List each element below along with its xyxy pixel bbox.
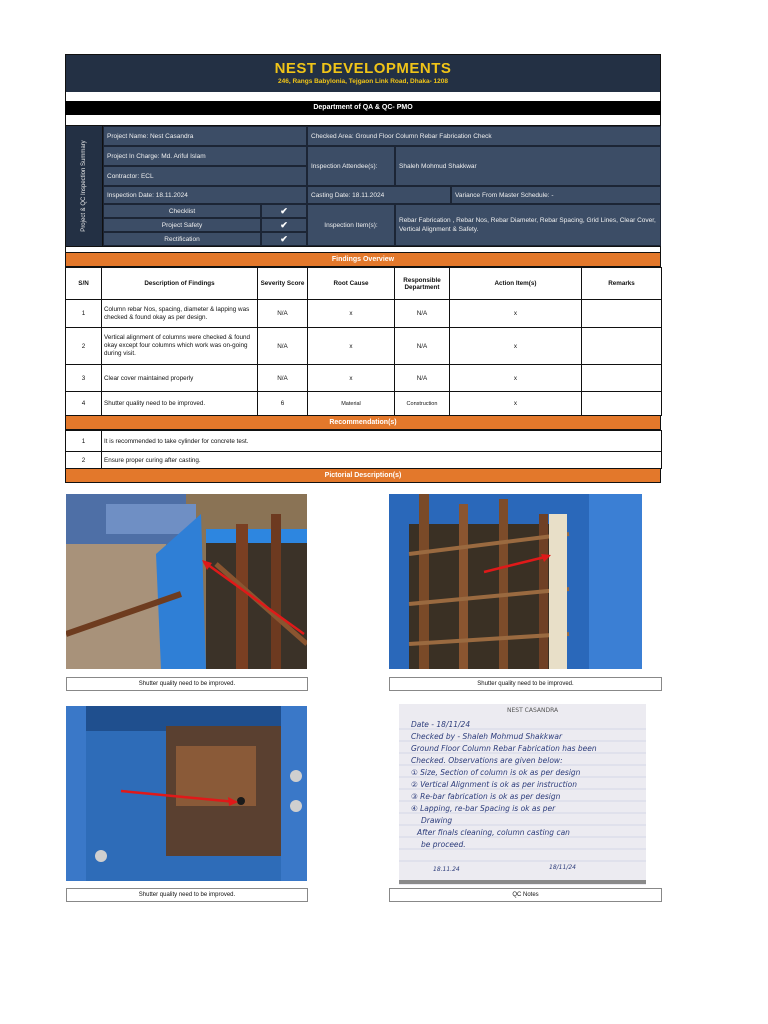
col-root-cause: Root Cause [308,268,395,300]
report-document [65,54,661,483]
project-in-charge: Project In Charge: Md. Ariful Islam [103,146,307,166]
inspection-summary [65,125,661,247]
cell-action: x [450,328,582,365]
col-department: Responsible Department [395,268,450,300]
spacer [65,92,661,101]
company-address: 246, Rangs Babylonia, Tejgaon Link Road, Dhaka- 1208 [277,78,448,85]
check-icon: ✔ [261,218,307,232]
notes-line: ③ Re-bar fabrication is ok as per design [411,792,561,801]
photo-graphic [66,706,307,881]
checked-area: Checked Area: Ground Floor Column Rebar Fabrication Check [307,126,661,146]
notes-line: After finals cleaning, column casting can [417,828,570,837]
cell-desc: Column rebar Nos, spacing, diameter & lapping was checked & found okay as per design. [102,300,258,328]
cell-action: x [450,365,582,392]
notes-line: Ground Floor Column Rebar Fabrication has been [411,744,597,753]
col-description: Description of Findings [102,268,258,300]
photo-caption: QC Notes [389,888,662,902]
cell-remarks [582,300,662,328]
findings-title: Findings Overview [65,252,661,267]
cell-dept: Construction [395,392,450,416]
site-photo-shutter-3 [66,706,307,881]
check-label-rectification: Rectification [103,232,261,246]
table-row [66,365,662,392]
rec-text: It is recommended to take cylinder for concrete test. [102,431,662,452]
recommendations-table [65,430,662,469]
cell-desc: Vertical alignment of columns were checked & found okay except four columns which work was on-going during visit. [102,328,258,365]
notes-line: ② Vertical Alignment is ok as per instruction [411,780,577,789]
photo-caption: Shutter quality need to be improved. [66,677,308,691]
rec-sn: 1 [66,431,102,452]
inspection-date: Inspection Date: 18.11.2024 [103,186,307,204]
notes-line: be proceed. [421,840,466,849]
table-row [66,452,662,469]
cell-root: Material [308,392,395,416]
photo-caption: Shutter quality need to be improved. [66,888,308,902]
rec-text: Ensure proper curing after casting. [102,452,662,469]
photo-graphic [66,494,307,669]
cell-sn: 4 [66,392,102,416]
findings-table [65,267,662,416]
cell-dept: N/A [395,365,450,392]
col-sn: S/N [66,268,102,300]
cell-desc: Shutter quality need to be improved. [102,392,258,416]
cell-sn: 1 [66,300,102,328]
cell-dept: N/A [395,300,450,328]
pictorial-title: Pictorial Description(s) [65,469,661,483]
recommendations-title: Recommendation(s) [65,416,661,430]
attendee-value: Shaleh Mohmud Shakkwar [395,146,661,186]
casting-date: Casting Date: 18.11.2024 [307,186,451,204]
table-row [66,392,662,416]
spacer [65,115,661,125]
notes-line: Checked by - Shaleh Mohmud Shakkwar [411,732,563,741]
summary-label: Project & QC Inspection Summary [66,126,103,246]
contractor: Contractor: ECL [103,166,307,186]
rec-sn: 2 [66,452,102,469]
check-icon: ✔ [261,204,307,218]
department-title: Department of QA & QC- PMO [65,101,661,115]
cell-action: x [450,300,582,328]
site-photo-shutter-1 [66,494,307,669]
cell-sev: 6 [258,392,308,416]
check-label-safety: Project Safety [103,218,261,232]
project-name: Project Name: Nest Casandra [103,126,307,146]
attendee-label: Inspection Attendee(s): [307,146,395,186]
table-row [66,431,662,452]
items-value: Rebar Fabrication , Rebar Nos, Rebar Diameter, Rebar Spacing, Grid Lines, Clear Cover, Vertical Alignment & Safety. [395,204,661,246]
cell-sev: N/A [258,365,308,392]
cell-sev: N/A [258,300,308,328]
cell-desc: Clear cover maintained properly [102,365,258,392]
cell-root: x [308,365,395,392]
cell-sn: 3 [66,365,102,392]
photo-caption: Shutter quality need to be improved. [389,677,662,691]
photo-graphic [389,494,642,669]
cell-remarks [582,365,662,392]
notes-header: NEST CASANDRA [507,707,559,714]
col-remarks: Remarks [582,268,662,300]
col-action: Action Item(s) [450,268,582,300]
signature-right-date: 18/11/24 [549,864,576,871]
cell-sn: 2 [66,328,102,365]
notes-line: Date - 18/11/24 [411,720,471,729]
signature-left-date: 18.11.24 [433,866,460,873]
items-label: Inspection Item(s): [307,204,395,246]
cell-root: x [308,328,395,365]
cell-remarks [582,328,662,365]
notes-line: Checked. Observations are given below: [411,756,563,765]
variance: Variance From Master Schedule: - [451,186,661,204]
check-label-checklist: Checklist [103,204,261,218]
table-row [66,328,662,365]
notes-line: Drawing [421,816,453,825]
qc-notes-photo [399,704,646,885]
findings-header-row [66,268,662,300]
cell-dept: N/A [395,328,450,365]
table-row [66,300,662,328]
notes-line: ① Size, Section of column is ok as per design [411,768,581,777]
check-icon: ✔ [261,232,307,246]
cell-remarks [582,392,662,416]
notes-line: ④ Lapping, re-bar Spacing is ok as per [411,804,556,813]
site-photo-shutter-2 [389,494,642,669]
col-severity: Severity Score [258,268,308,300]
company-header [65,54,661,92]
cell-action: x [450,392,582,416]
cell-sev: N/A [258,328,308,365]
cell-root: x [308,300,395,328]
company-name: NEST DEVELOPMENTS [274,60,452,77]
